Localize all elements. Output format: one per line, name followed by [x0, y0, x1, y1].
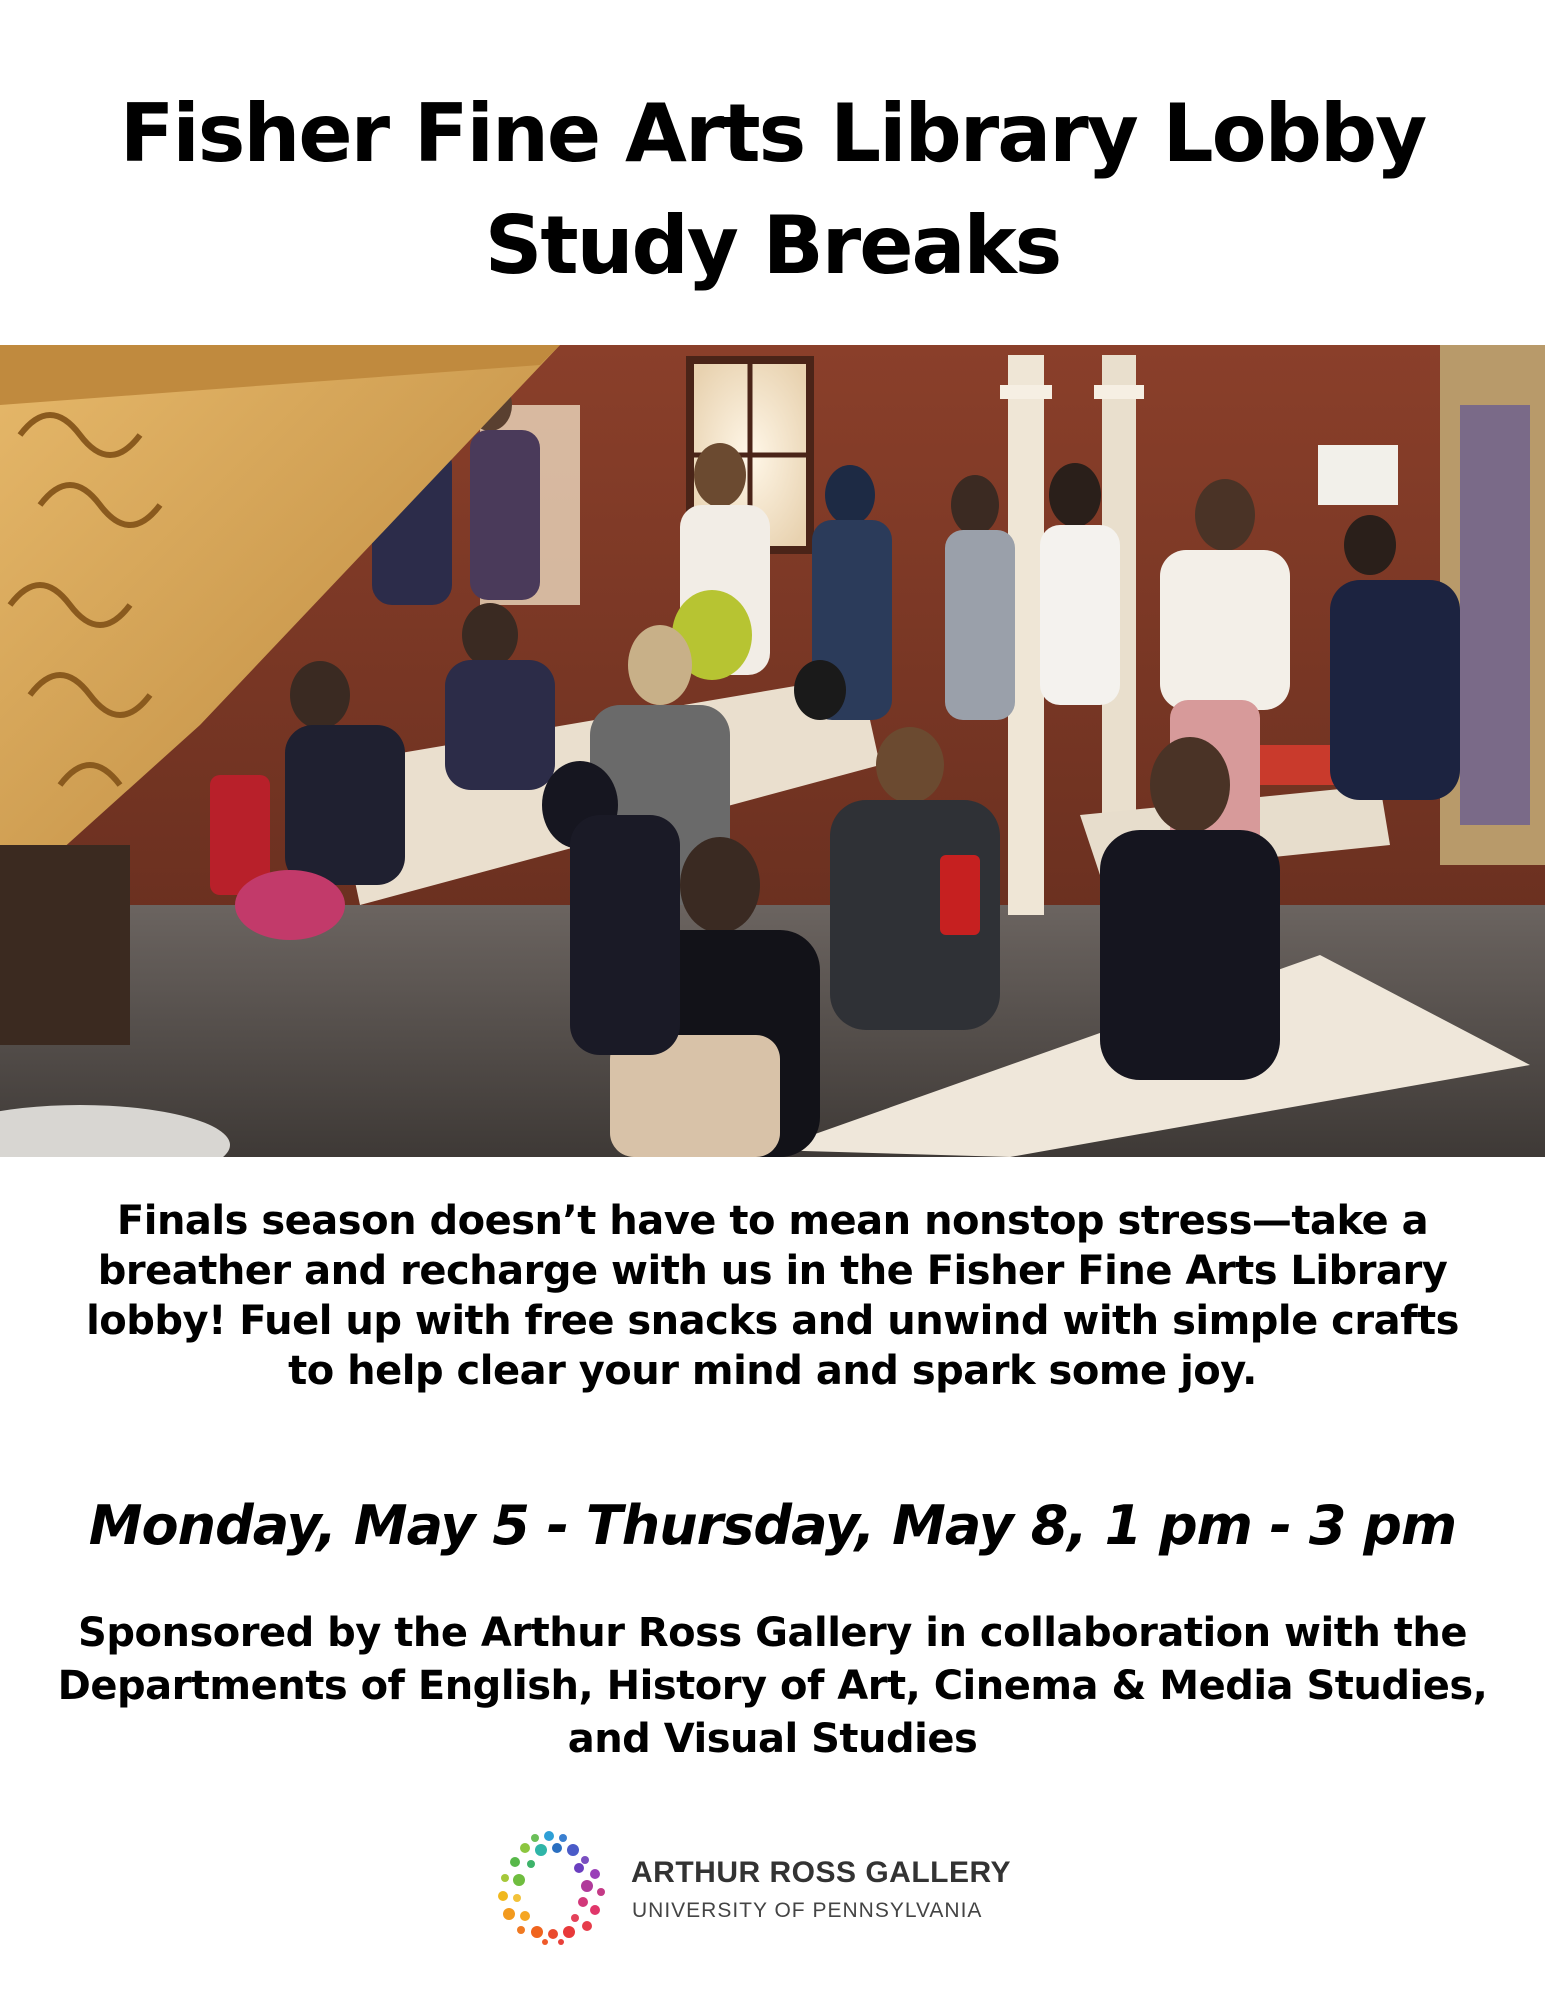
gallery-logo	[495, 1830, 1055, 1945]
sponsor-statement	[30, 1607, 1515, 1766]
description-line-2: breather and recharge with us in the Fisher Fine Arts Library	[97, 1248, 1448, 1294]
poster-title	[0, 78, 1545, 302]
gallery-logo-subtitle: UNIVERSITY OF PENNSYLVANIA	[632, 1899, 983, 1922]
sponsor-line-3: and Visual Studies	[567, 1716, 978, 1762]
sponsor-line-1: Sponsored by the Arthur Ross Gallery in collaboration with the	[78, 1610, 1467, 1656]
arthur-ross-dot-cluster-icon	[495, 1830, 605, 1945]
description-line-4: to help clear your mind and spark some joy.	[288, 1348, 1257, 1394]
sponsor-line-2: Departments of English, History of Art, Cinema & Media Studies,	[57, 1663, 1488, 1709]
event-photo	[0, 345, 1545, 1157]
description-line-1: Finals season doesn’t have to mean nonstop stress—take a	[116, 1198, 1429, 1244]
crafting-students-photo	[0, 345, 1545, 1157]
description-line-3: lobby! Fuel up with free snacks and unwind with simple crafts	[86, 1298, 1459, 1344]
event-description	[50, 1196, 1495, 1396]
event-schedule: Monday, May 5 - Thursday, May 8, 1 pm - 3 pm	[88, 1494, 1457, 1557]
poster-title-line-1: Fisher Fine Arts Library Lobby	[119, 87, 1426, 180]
gallery-logo-name: ARTHUR ROSS GALLERY	[631, 1856, 1012, 1889]
poster-title-line-2: Study Breaks	[484, 199, 1061, 292]
